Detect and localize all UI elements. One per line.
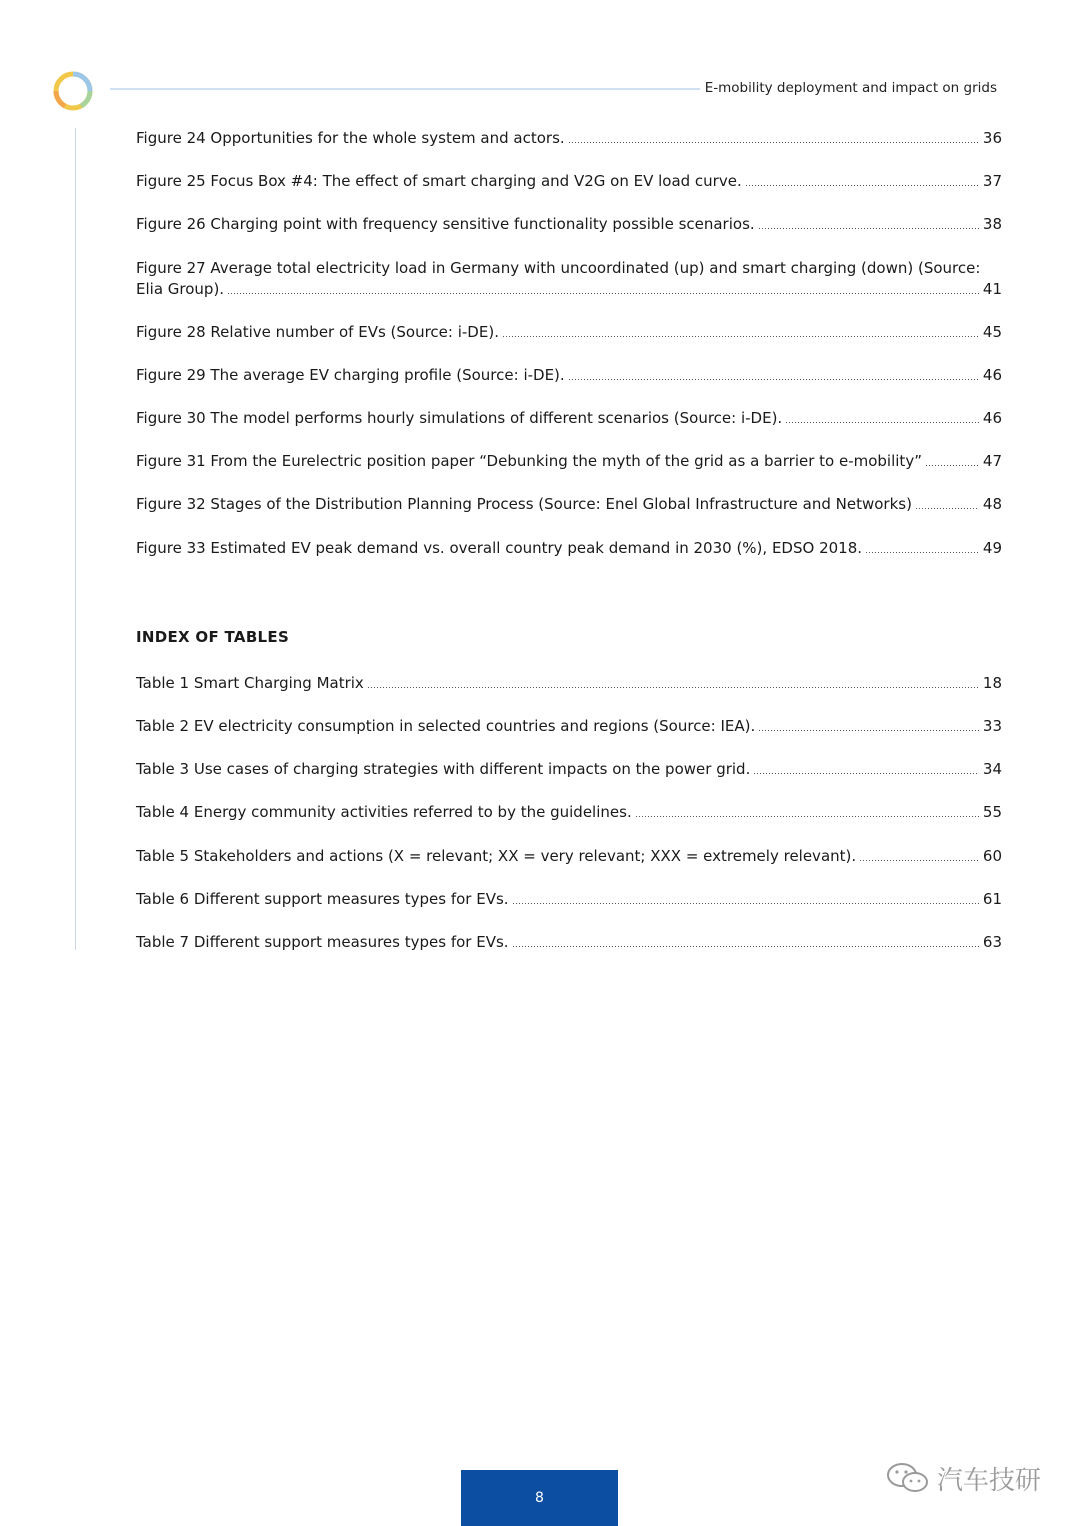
page-number-box [461,1470,618,1526]
running-header-title: E-mobility deployment and impact on grids [704,80,997,96]
entry-text: Table 4 Energy community activities referred to by the guidelines. [136,803,632,821]
toc-entry[interactable] [136,408,1002,429]
dot-leader [367,686,979,689]
entry-text-line1: Figure 27 Average total electricity load in Germany with uncoordinated (up) and smart charging (down) (Source: [136,259,981,277]
dot-leader [753,772,979,775]
dot-leader [568,141,979,144]
toc-entry[interactable] [136,889,1002,910]
toc-entry[interactable] [136,494,1002,515]
entry-text: Figure 24 Opportunities for the whole system and actors. [136,129,565,147]
entry-text: Figure 26 Charging point with frequency sensitive functionality possible scenarios. [136,215,755,233]
toc-entry[interactable] [136,322,1002,343]
entry-page: 18 [982,674,1002,692]
dot-leader [512,902,979,905]
toc-entry[interactable] [136,716,1002,737]
dot-leader [915,507,979,510]
toc-entry[interactable] [136,802,1002,823]
dot-leader [859,859,979,862]
dot-leader [758,227,979,230]
index-of-tables-heading: INDEX OF TABLES [136,628,290,646]
entry-text: Table 5 Stakeholders and actions (X = relevant; XX = very relevant; XXX = extremely relevant). [136,847,857,865]
toc-entry[interactable] [136,846,1002,867]
toc-entry[interactable] [136,759,1002,780]
watermark-text: 汽车技研 [937,1465,1042,1496]
entry-text: Table 7 Different support measures types for EVs. [136,933,509,951]
toc-entry[interactable] [136,128,1002,149]
entry-page: 38 [982,215,1002,233]
entry-text: Figure 29 The average EV charging profile (Source: i-DE). [136,366,565,384]
entry-page: 45 [982,323,1002,341]
toc-entry[interactable] [136,214,1002,235]
entry-text: Table 2 EV electricity consumption in selected countries and regions (Source: IEA). [136,717,756,735]
dot-leader [512,945,979,948]
toc-entry[interactable] [136,538,1002,559]
dot-leader [635,815,979,818]
entry-page: 34 [982,760,1002,778]
entry-page: 47 [982,452,1002,470]
entry-page: 49 [982,539,1002,557]
dot-leader [925,464,979,467]
entry-text: Figure 31 From the Eurelectric position paper “Debunking the myth of the grid as a barrier to e-mobility” [136,452,922,470]
entry-page: 46 [982,409,1002,427]
entry-text: Table 6 Different support measures types for EVs. [136,890,509,908]
entry-text: Figure 28 Relative number of EVs (Source: i-DE). [136,323,499,341]
entry-text: Figure 33 Estimated EV peak demand vs. overall country peak demand in 2030 (%), EDSO 2018. [136,539,863,557]
toc-entry[interactable] [136,673,1002,694]
entry-page: 37 [982,172,1002,190]
dot-leader [785,421,979,424]
entry-page: 46 [982,366,1002,384]
toc-entry[interactable] [136,365,1002,386]
entry-text: Table 1 Smart Charging Matrix [136,674,364,692]
dot-leader [758,729,979,732]
entry-page: 36 [982,129,1002,147]
entry-page: 55 [982,803,1002,821]
entry-text: Figure 30 The model performs hourly simulations of different scenarios (Source: i-DE). [136,409,783,427]
ring-logo-icon [51,69,95,113]
side-rule [75,128,76,950]
entry-page: 60 [982,847,1002,865]
dot-leader [745,184,979,187]
watermark [885,1458,1041,1498]
entry-page: 61 [982,890,1002,908]
entry-page: 33 [982,717,1002,735]
toc-entry[interactable] [136,932,1002,953]
entry-page: 48 [982,495,1002,513]
dot-leader [865,551,979,554]
page-number: 8 [535,1490,544,1506]
toc-entry[interactable] [136,451,1002,472]
header-rule [110,88,700,90]
dot-leader [502,335,979,338]
wechat-icon [885,1461,931,1495]
toc-entry[interactable] [136,258,1002,300]
entry-text: Figure 32 Stages of the Distribution Planning Process (Source: Enel Global Infrastructure and Networks) [136,495,912,513]
entry-page: 41 [982,280,1002,298]
entry-text: Elia Group). [136,280,225,298]
dot-leader [227,292,979,295]
entry-text: Figure 25 Focus Box #4: The effect of smart charging and V2G on EV load curve. [136,172,742,190]
entry-page: 63 [982,933,1002,951]
dot-leader [568,378,979,381]
entry-text: Table 3 Use cases of charging strategies with different impacts on the power grid. [136,760,751,778]
toc-entry[interactable] [136,171,1002,192]
